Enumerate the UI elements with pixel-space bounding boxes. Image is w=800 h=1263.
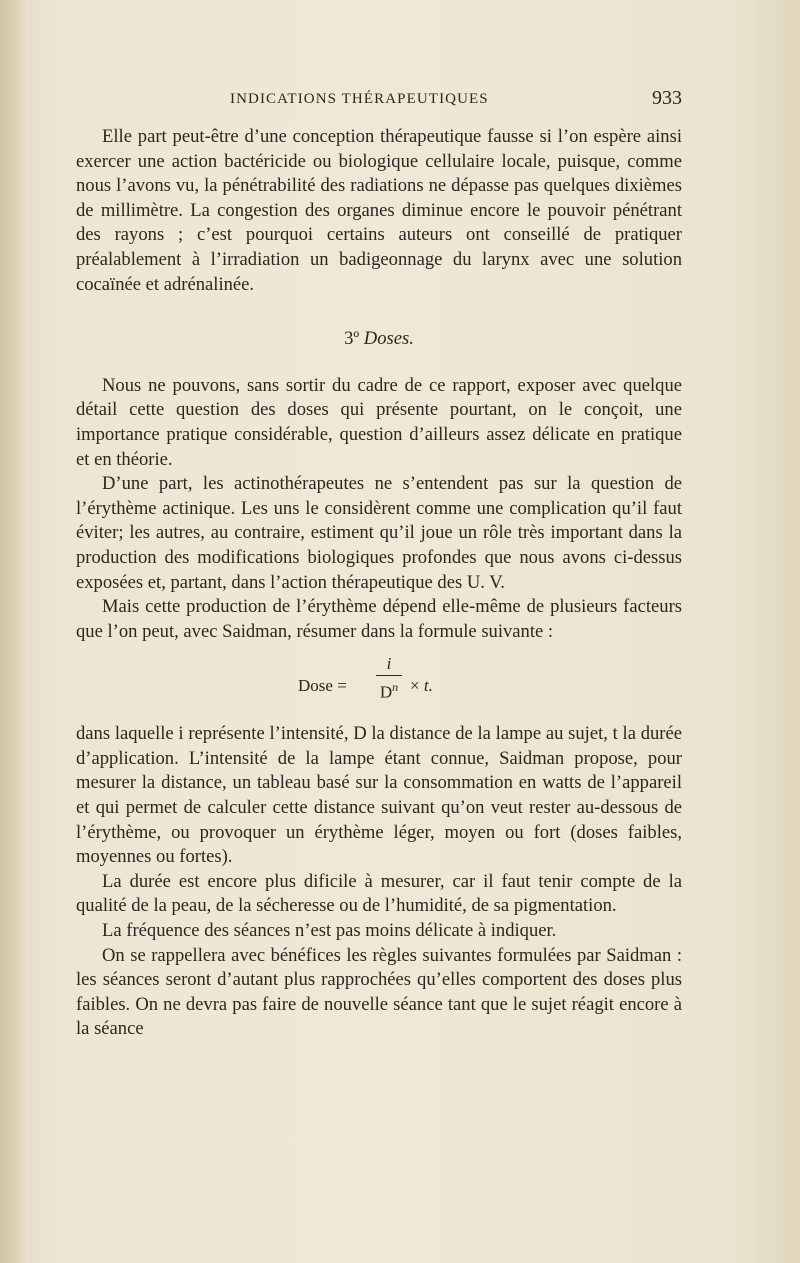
page-edge [0, 0, 26, 1263]
page-header [76, 87, 682, 113]
paragraph: La fréquence des séances n’est pas moins délicate à indiquer. [102, 920, 557, 942]
denominator-base: D [379, 682, 393, 702]
formula-time: t. [423, 676, 433, 696]
page-number: 933 [652, 87, 682, 109]
paragraph: Elle part peut-être d’une conception thérapeutique fausse si l’on espère ainsi exercer une action bactéricide ou biologique cellulaire locale, puisque, comme nous l’avons vu, la pénétrabilité des radiations ne dépasse pas quelques dixièmes de millimètre. La congestion des organes diminue encore le pouvoir pénétrant des rayons ; c’est pourquoi certains auteurs ont conseillé de pratiquer préalablement à l’irradiation un badigeonnage du larynx avec une solution cocaïnée et adrénalinée. [76, 126, 682, 295]
formula-rhs [410, 674, 433, 699]
formula-fraction [376, 654, 402, 703]
body-text [76, 125, 682, 1042]
paragraph: Nous ne pouvons, sans sortir du cadre de ce rapport, exposer avec quelque détail cette question des doses qui présente pourtant, on le conçoit, une importance pratique considérable, question d’ailleurs assez délicate en pratique et en théorie. [76, 374, 682, 470]
section-number: 3º [344, 328, 360, 350]
paragraph: D’une part, les actinothérapeutes ne s’entendent pas sur la question de l’érythème actinique. Les uns le considèrent comme une complication qu’il faut éviter; les autres, au contraire, estiment qu’il joue un rôle très important dans la production des modifications biologiques profondes que nous avons ci-dessus exposées et, partant, dans l’action thérapeutique des U. V. [76, 473, 682, 593]
paragraph: Mais cette production de l’érythème dépend elle-même de plusieurs facteurs que l’on peut, avec Saidman, résumer dans la formule suivante : [76, 596, 682, 642]
section-title: Doses. [363, 328, 414, 350]
paragraph: La durée est encore plus dificile à mesurer, car il faut tenir compte de la qualité de la peau, de la sécheresse ou de l’humidité, de sa pigmentation. [76, 870, 682, 917]
running-title: INDICATIONS THÉRAPEUTIQUES [230, 91, 489, 107]
formula-numerator: i [386, 654, 392, 674]
dose-formula [76, 652, 682, 718]
paragraph: dans laquelle i représente l’intensité, D la distance de la lampe au sujet, t la durée d’application. L’intensité de la lampe étant connue, Saidman propose, pour mesurer la distance, un tableau basé sur la consommation en watts de l’appareil et qui permet de calculer cette distance suivant qu’on veut rester au-dessous de l’érythème, ou provoquer un érythème léger, moyen ou fort (doses faibles, moyennes ou fortes). [76, 723, 682, 868]
denominator-exponent: n [392, 680, 399, 695]
formula-lhs: Dose = [298, 676, 347, 696]
section-heading [76, 327, 682, 352]
fraction-bar [376, 675, 402, 676]
paragraph: On se rappellera avec bénéfices les règles suivantes formulées par Saidman : les séances seront d’autant plus rapprochées qu’elles comportent des doses plus faibles. On ne devra pas faire de nouvelle séance tant que le sujet réagit encore à la séance [76, 944, 682, 1040]
times-sign: × [410, 676, 420, 696]
formula-denominator [376, 677, 402, 703]
